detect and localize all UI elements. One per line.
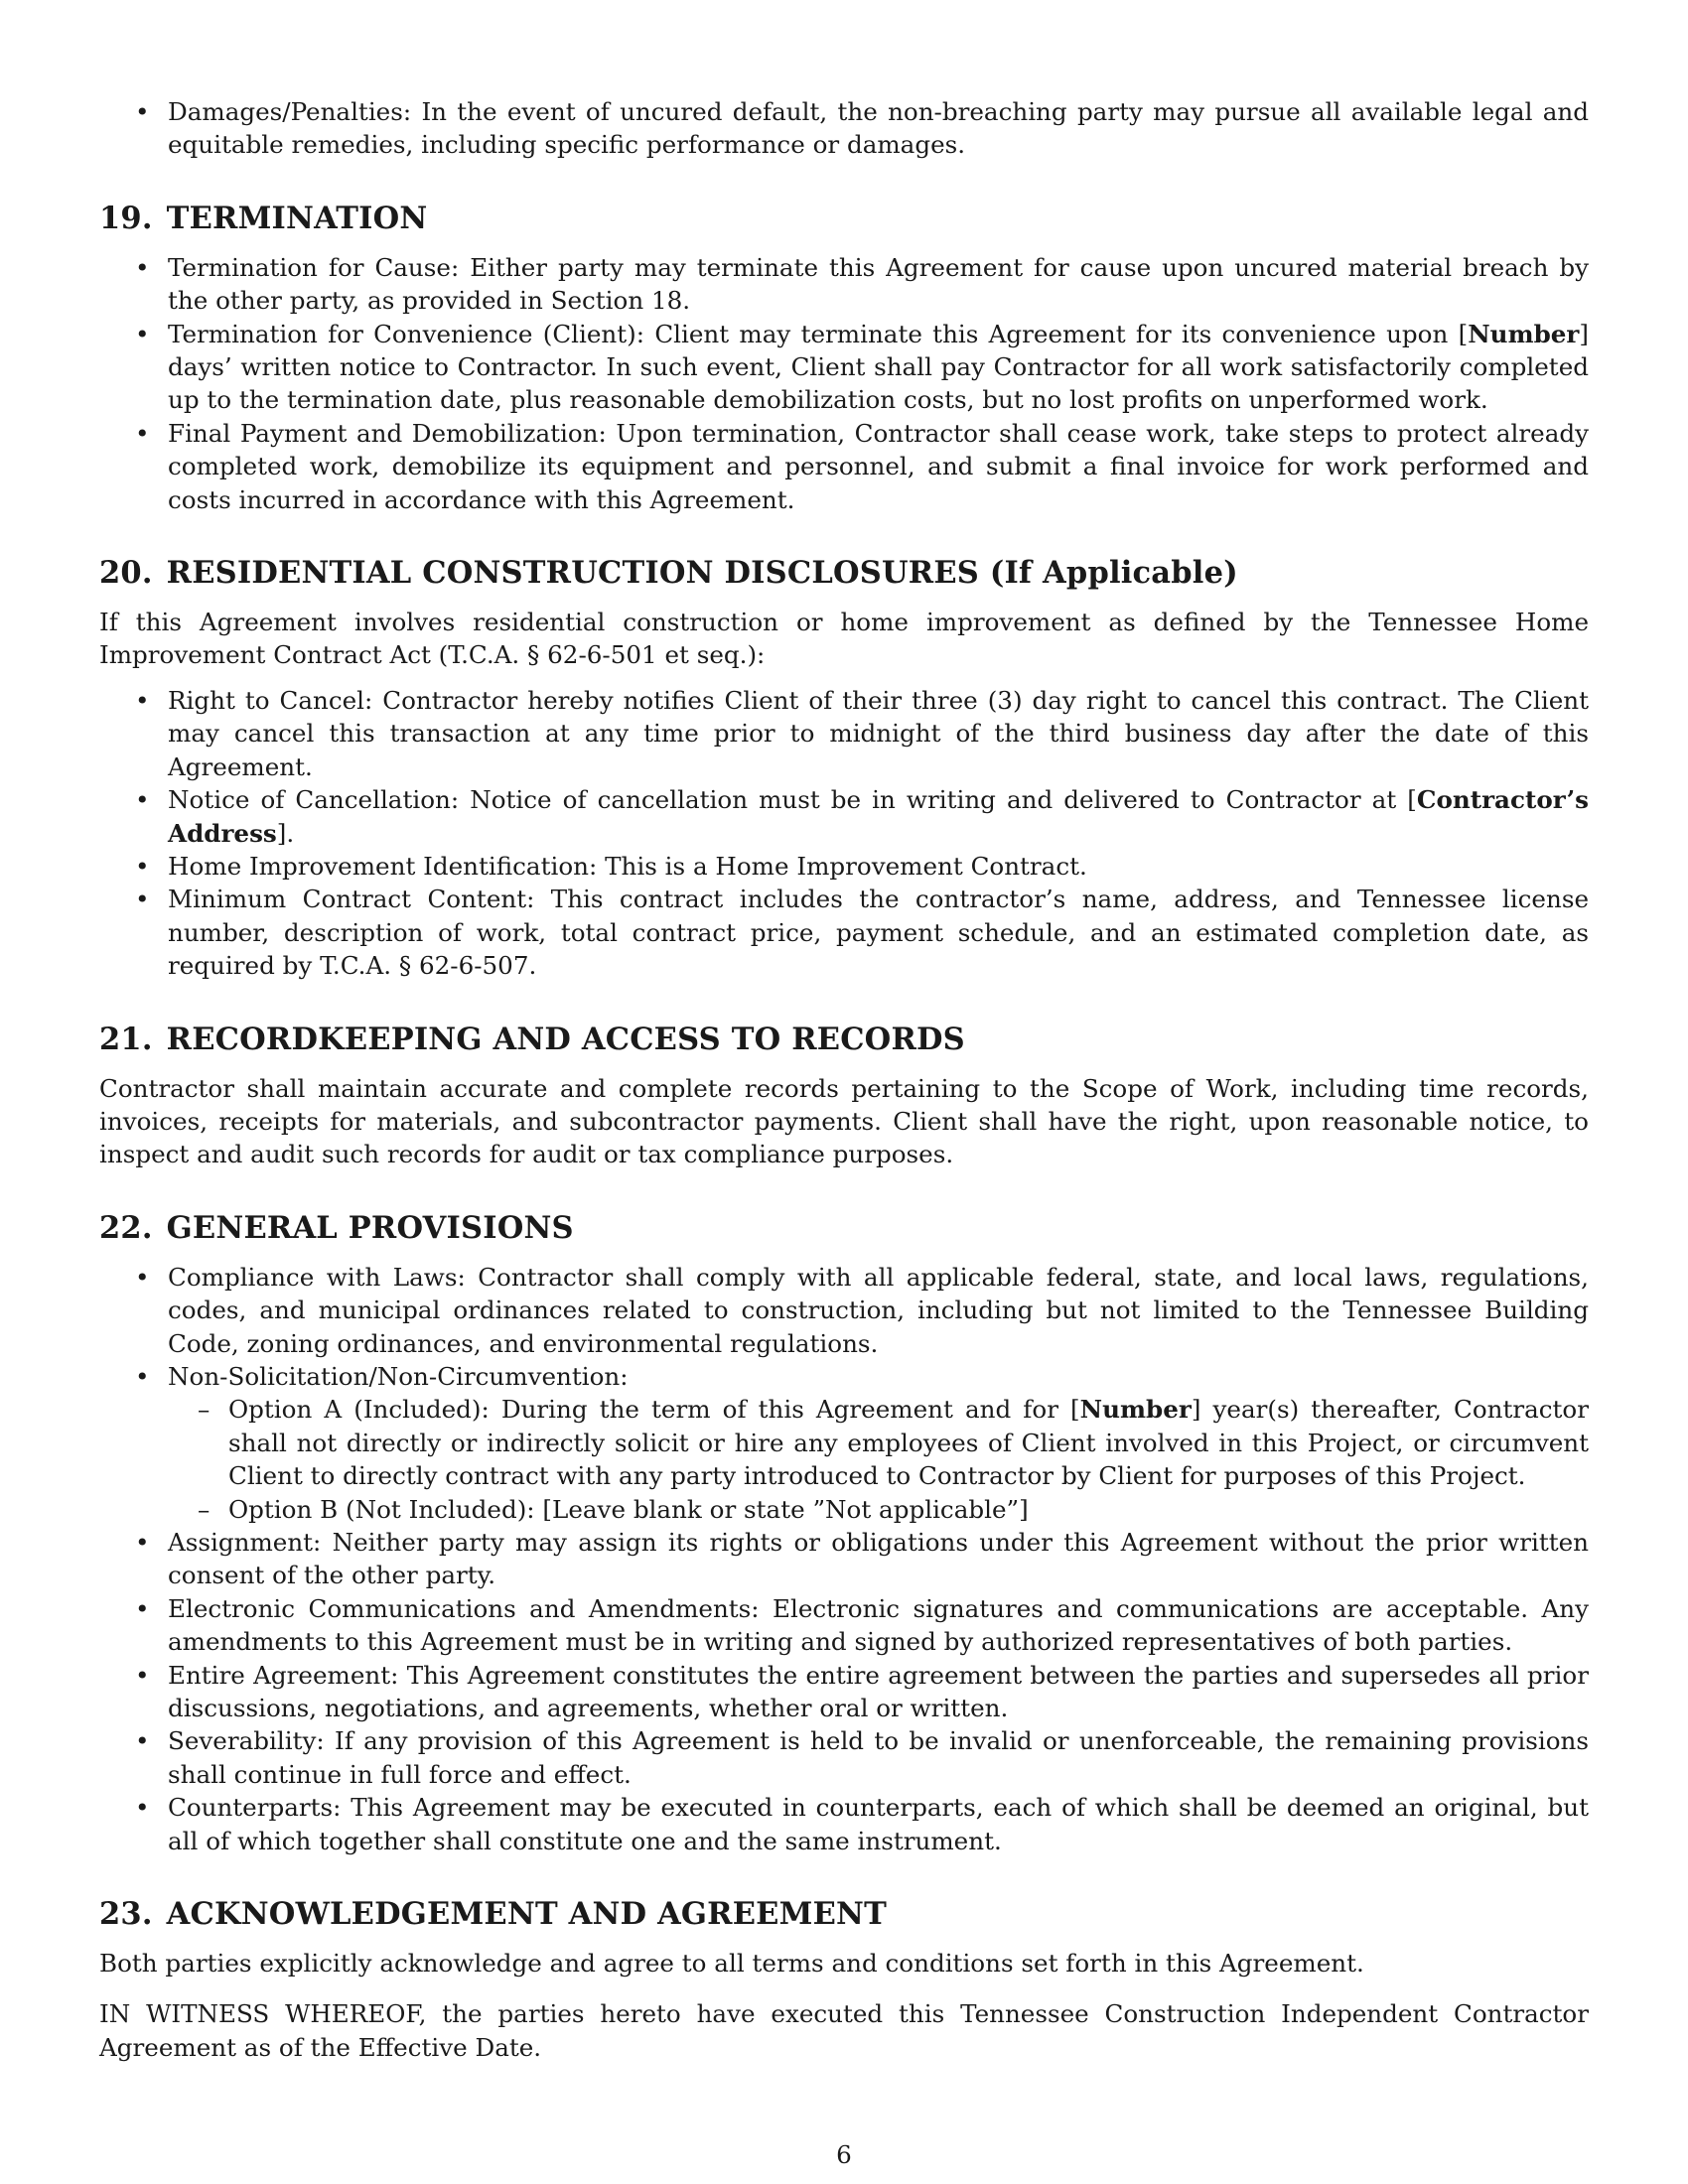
list-item: • Termination for Cause: Either party may terminate this Agreement for cause upon uncured material breach by the other party, as provided in Section 18.: [99, 251, 1589, 318]
section-heading: 23. ACKNOWLEDGEMENT AND AGREEMENT: [99, 1896, 888, 1933]
section-21: [99, 1021, 1589, 1171]
list-item: • Damages/Penalties: In the event of uncured default, the non-breaching party may pursue all available legal and equitable remedies, including specific performance or damages.: [99, 95, 1589, 162]
document-page: [99, 95, 1589, 2082]
list-item: • Right to Cancel: Contractor hereby notifies Client of their three (3) day right to cancel this contract. The Client may cancel this transaction at any time prior to midnight of the third business day after the date of this Agreement.: [99, 684, 1589, 783]
list-item: • Notice of Cancellation: Notice of cancellation must be in writing and delivered to Contractor at [Contractor’s Address].: [99, 783, 1589, 850]
list-item: • Severability: If any provision of this Agreement is held to be invalid or unenforceable, the remaining provisions shall continue in full force and effect.: [99, 1724, 1589, 1791]
page-number: 6: [836, 2140, 852, 2169]
list-item: • Electronic Communications and Amendments: Electronic signatures and communications are acceptable. Any amendments to this Agreement must be in writing and signed by authorized representatives of both parties.: [99, 1592, 1589, 1659]
bullet-list: [99, 251, 1589, 516]
list-item: • Termination for Convenience (Client): Client may terminate this Agreement for its convenience upon [Number] days’ written notice to Contractor. In such event, Client shall pay Contractor for all work satisfactorily completed up to the termination date, plus reasonable demobilization costs, but no lost profits on unperformed work.: [99, 318, 1589, 417]
intro-bullet-list: [99, 95, 1589, 162]
section-20: [99, 554, 1589, 982]
section-body: Contractor shall maintain accurate and complete records pertaining to the Scope of Work, including time records, invoices, receipts for materials, and subcontractor payments. Client shall have the right, upon reasonable notice, to inspect and audit such records for audit or tax compliance purposes.: [99, 1073, 1589, 1169]
placeholder-number: Number: [1079, 1395, 1192, 1425]
bullet-list: [99, 684, 1589, 983]
list-item: • Compliance with Laws: Contractor shall comply with all applicable federal, state, and local laws, regulations, codes, and municipal ordinances related to construction, including but not limited to the Tennessee Building Code, zoning ordinances, and environmental regulations.: [99, 1261, 1589, 1360]
section-22: [99, 1209, 1589, 1857]
section-heading: 22. GENERAL PROVISIONS: [99, 1209, 574, 1246]
list-item: • Entire Agreement: This Agreement constitutes the entire agreement between the parties and supersedes all prior discussions, negotiations, and agreements, whether oral or written.: [99, 1659, 1589, 1725]
section-intro: If this Agreement involves residential construction or home improvement as defined by the Tennessee Home Improvement Contract Act (T.C.A. § 62-6-501 et seq.):: [99, 608, 1589, 670]
list-item: • Minimum Contract Content: This contract includes the contractor’s name, address, and Tennessee license number, description of work, total contract price, payment schedule, and an estimated completion date, as required by T.C.A. § 62-6-507.: [99, 883, 1589, 982]
bullet-list: [99, 1261, 1589, 1857]
list-item: • Home Improvement Identification: This is a Home Improvement Contract.: [99, 850, 1589, 883]
sub-list-item: – Option A (Included): During the term of this Agreement and for [Number] year(s) thereafter, Contractor shall not directly or indirectly solicit or hire any employees of Client involved in this Project, or circumvent Client to directly contract with any party introduced to Contractor by Client for purposes of this Project.: [168, 1393, 1589, 1492]
section-heading: 20. RESIDENTIAL CONSTRUCTION DISCLOSURES (If Applicable): [99, 555, 1238, 592]
list-item: • Counterparts: This Agreement may be executed in counterparts, each of which shall be deemed an original, but all of which together shall constitute one and the same instrument.: [99, 1791, 1589, 1857]
section-heading: 21. RECORDKEEPING AND ACCESS TO RECORDS: [99, 1021, 965, 1057]
sub-list: [168, 1393, 1589, 1526]
list-item: • Assignment: Neither party may assign its rights or obligations under this Agreement without the prior written consent of the other party.: [99, 1526, 1589, 1592]
witness-clause: IN WITNESS WHEREOF, the parties hereto have executed this Tennessee Construction Independent Contractor Agreement as of the Effective Date.: [99, 1999, 1589, 2062]
section-heading: 19. TERMINATION: [99, 200, 428, 236]
section-19: [99, 200, 1589, 516]
placeholder-number: Number: [1468, 319, 1580, 348]
acknowledgement-text: Both parties explicitly acknowledge and agree to all terms and conditions set forth in this Agreement.: [99, 1949, 1364, 1979]
list-item: • Final Payment and Demobilization: Upon termination, Contractor shall cease work, take steps to protect already completed work, demobilize its equipment and personnel, and submit a final invoice for work performed and costs incurred in accordance with this Agreement.: [99, 417, 1589, 516]
section-23: [99, 1895, 1589, 2064]
placeholder-contractor-address: Contractor’s Address: [168, 785, 1589, 848]
list-item: • Non-Solicitation/Non-Circumvention: – Option A (Included): During the term of this Agreement and for [Number] year(s) thereafter, Contractor shall not directly or indirectly solicit or hire any employees of Client involved in this Project, or circumvent Client to directly contract with any party introduced to Contractor by Client for purposes of this Project. – Option B (Not Included): [Leave blank or state ”Not applicable”]: [99, 1360, 1589, 1526]
sub-list-item: – Option B (Not Included): [Leave blank or state ”Not applicable”]: [168, 1493, 1589, 1526]
